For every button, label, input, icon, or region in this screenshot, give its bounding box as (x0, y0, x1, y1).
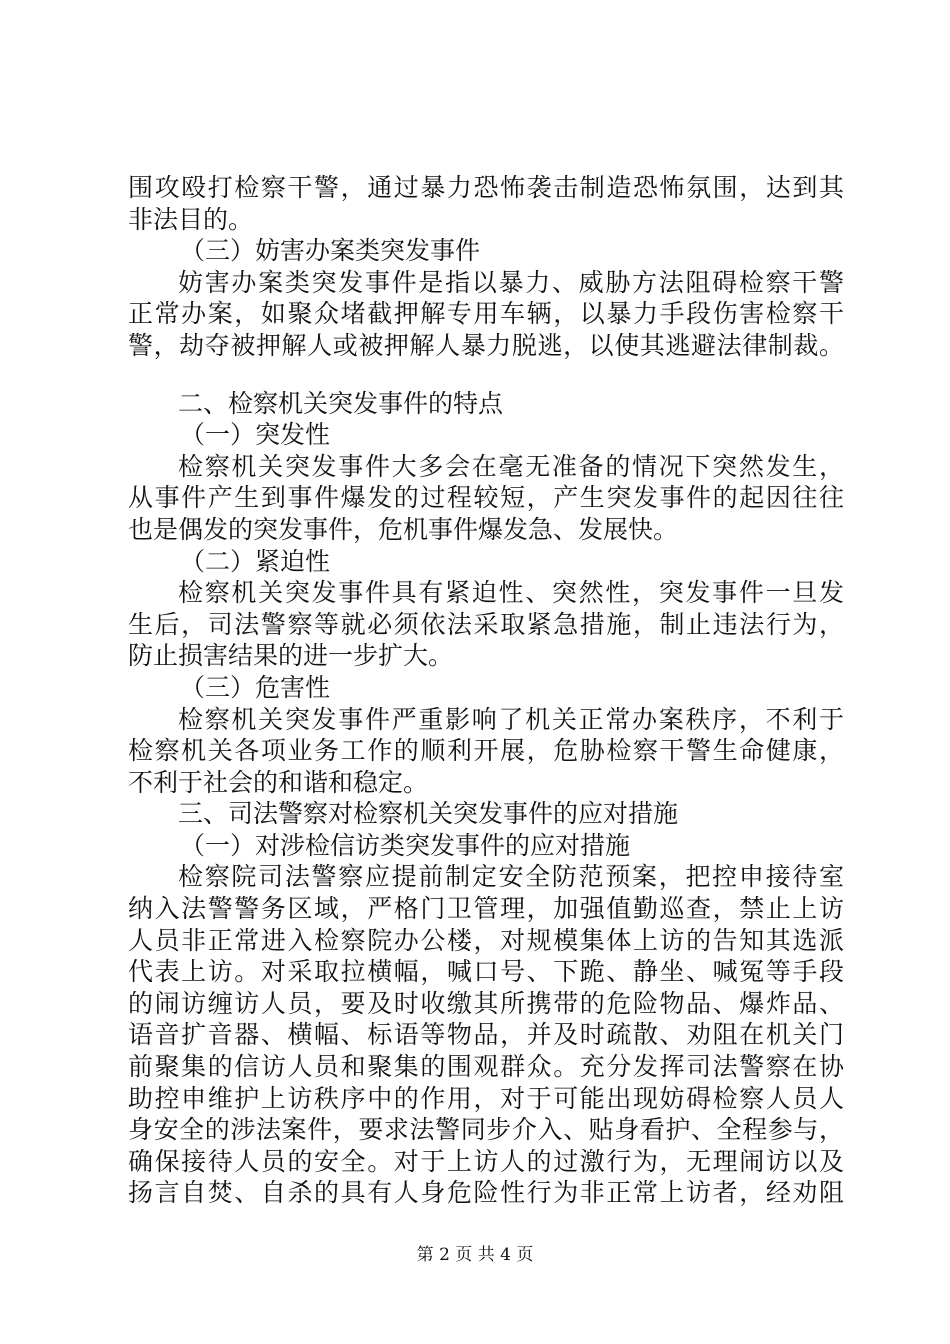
document-body (128, 172, 844, 1209)
body-line: 检察院司法警察应提前制定安全防范预案，把控申接待室 (178, 862, 844, 892)
body-line: 纳入法警警务区域，严格门卫管理，加强值勤巡查，禁止上访 (128, 894, 844, 924)
body-line: 从事件产生到事件爆发的过程较短，产生突发事件的起因往往 (128, 483, 844, 513)
section-heading: 三、司法警察对检察机关突发事件的应对措施 (178, 799, 679, 829)
body-line: 生后，司法警察等就必须依法采取紧急措施，制止违法行为， (128, 609, 844, 639)
body-line: 警，劫夺被押解人或被押解人暴力脱逃，以使其逃避法律制裁。 (128, 330, 844, 360)
subheading: （一）突发性 (180, 420, 331, 450)
section-heading: 二、检察机关突发事件的特点 (178, 388, 504, 418)
body-line: 妨害办案类突发事件是指以暴力、威胁方法阻碍检察干警 (178, 267, 844, 297)
body-line: 防止损害结果的进一步扩大。 (128, 641, 454, 671)
body-line: 非法目的。 (128, 204, 254, 234)
body-line: 检察机关突发事件大多会在毫无准备的情况下突然发生， (178, 451, 844, 481)
paragraph-gap (128, 362, 844, 388)
body-line: 语音扩音器、横幅、标语等物品，并及时疏散、劝阻在机关门 (128, 1020, 844, 1050)
body-line: 扬言自焚、自杀的具有人身危险性行为非正常上访者，经劝阻 (128, 1178, 844, 1208)
body-line: 检察机关突发事件严重影响了机关正常办案秩序，不利于 (178, 704, 844, 734)
body-line: 的闹访缠访人员，要及时收缴其所携带的危险物品、爆炸品、 (128, 988, 844, 1018)
body-line: 围攻殴打检察干警，通过暴力恐怖袭击制造恐怖氛围，达到其 (128, 173, 844, 202)
subheading: （三）妨害办案类突发事件 (180, 236, 481, 266)
body-line: 确保接待人员的安全。对于上访人的过激行为，无理闹访以及 (128, 1146, 844, 1176)
body-line: 正常办案，如聚众堵截押解专用车辆，以暴力手段伤害检察干 (128, 299, 844, 329)
body-line: 不利于社会的和谐和稳定。 (128, 767, 429, 797)
page-number-footer: 第 2 页 共 4 页 (416, 1245, 534, 1265)
body-line: 身安全的涉法案件，要求法警同步介入、贴身看护、全程参与， (128, 1115, 844, 1145)
body-line: 也是偶发的突发事件，危机事件爆发急、发展快。 (128, 514, 679, 544)
subheading: （三）危害性 (180, 672, 331, 702)
subheading: （二）紧迫性 (180, 546, 331, 576)
body-line: 代表上访。对采取拉横幅，喊口号、下跪、静坐、喊冤等手段 (128, 957, 844, 987)
body-line: 前聚集的信访人员和聚集的围观群众。充分发挥司法警察在协 (128, 1052, 844, 1082)
body-line: 检察机关各项业务工作的顺利开展，危胁检察干警生命健康， (128, 736, 844, 766)
body-line: 助控申维护上访秩序中的作用，对于可能出现妨碍检察人员人 (128, 1083, 844, 1113)
subheading: （一）对涉检信访类突发事件的应对措施 (180, 830, 631, 860)
body-line: 人员非正常进入检察院办公楼，对规模集体上访的告知其选派 (128, 925, 844, 955)
body-line: 检察机关突发事件具有紧迫性、突然性，突发事件一旦发 (178, 578, 844, 608)
